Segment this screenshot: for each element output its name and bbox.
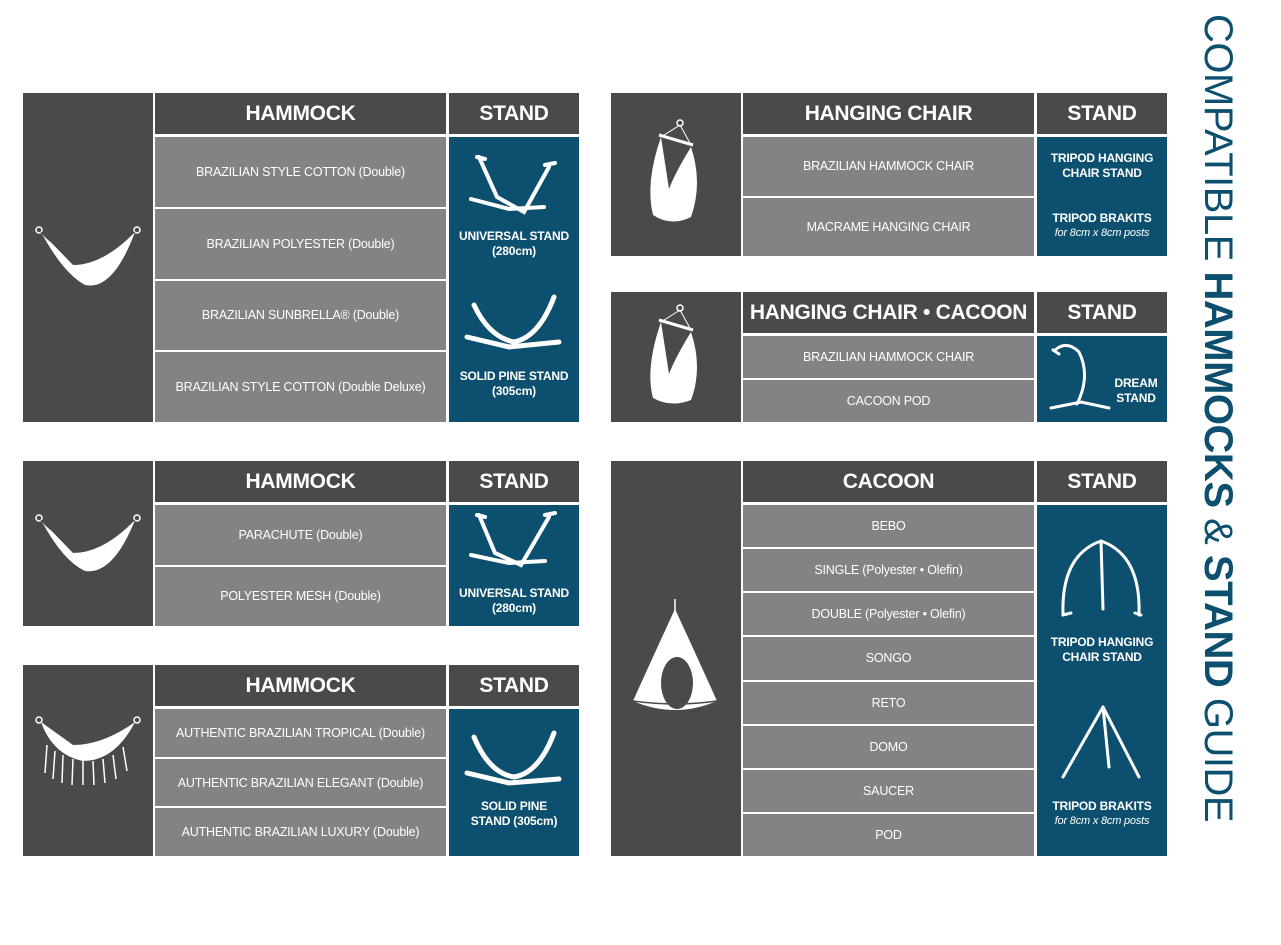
title-part-compatible: COMPATIBLE	[1196, 14, 1240, 272]
list-item: BRAZILIAN HAMMOCK CHAIR	[743, 137, 1034, 198]
stand-header: STAND	[449, 461, 579, 502]
hammock-block-1	[23, 93, 579, 422]
stand-name: TRIPOD BRAKITS	[1052, 211, 1152, 225]
stand-header: STAND	[449, 665, 579, 706]
list-item: SONGO	[743, 637, 1034, 681]
chair-icon-panel	[611, 292, 741, 422]
hammock-icon	[23, 93, 153, 422]
stand-note: for 8cm x 8cm posts	[1054, 815, 1150, 827]
list-item: MACRAME HANGING CHAIR	[743, 198, 1034, 257]
stand-name: DREAM	[1114, 376, 1158, 390]
list-item: SINGLE (Polyester • Olefin)	[743, 549, 1034, 593]
stand-name: SOLID PINE	[480, 799, 547, 813]
hammock-block-3	[23, 665, 579, 856]
stand-header: STAND	[1037, 93, 1167, 134]
stand-name: SOLID PINE STAND	[459, 369, 569, 383]
stand-label-dream	[1105, 376, 1167, 406]
stand-label-brakits	[1037, 799, 1167, 829]
list-item: AUTHENTIC BRAZILIAN TROPICAL (Double)	[155, 709, 446, 759]
hammock-icon-panel	[23, 461, 153, 626]
chair-cacoon-block	[611, 292, 1167, 422]
list-item: CACOON POD	[743, 380, 1034, 422]
stand-label-tripod	[1037, 635, 1167, 665]
stand-name: UNIVERSAL STAND	[459, 229, 569, 243]
list-item: BRAZILIAN HAMMOCK CHAIR	[743, 336, 1034, 380]
stand-panel	[449, 709, 579, 856]
list-item: BEBO	[743, 505, 1034, 549]
cacoon-block	[611, 461, 1167, 856]
stand-panel	[1037, 505, 1167, 856]
stand-name-line2: CHAIR STAND	[1062, 650, 1142, 664]
solid-pine-stand-icon	[449, 709, 579, 856]
cacoon-icon-panel	[611, 461, 741, 856]
cacoon-list	[743, 505, 1034, 856]
chair-icon-panel	[611, 93, 741, 256]
hammock-icon	[23, 461, 153, 626]
stand-name: UNIVERSAL STAND	[459, 586, 569, 600]
stand-label-solid-pine	[449, 799, 579, 829]
stand-panel	[449, 137, 579, 422]
stand-name: TRIPOD BRAKITS	[1052, 799, 1152, 813]
title-part-hammocks: HAMMOCKS	[1196, 271, 1240, 508]
stand-note: for 8cm x 8cm posts	[1054, 227, 1150, 239]
cacoon-header: CACOON	[743, 461, 1034, 502]
chair-cacoon-list	[743, 336, 1034, 422]
list-item: DOUBLE (Polyester • Olefin)	[743, 593, 1034, 637]
stand-size: (305cm)	[492, 384, 536, 398]
hammock-icon-panel	[23, 665, 153, 856]
chair-list	[743, 137, 1034, 256]
list-item: DOMO	[743, 726, 1034, 770]
chair-header: HANGING CHAIR	[743, 93, 1034, 134]
title-part-guide: GUIDE	[1196, 687, 1240, 823]
list-item: BRAZILIAN STYLE COTTON (Double)	[155, 137, 446, 209]
stand-label-tripod	[1037, 151, 1167, 181]
chair-cacoon-header: HANGING CHAIR • CACOON	[743, 292, 1034, 333]
fringed-hammock-icon	[23, 665, 153, 856]
hammock-list	[155, 505, 446, 626]
hammock-block-2	[23, 461, 579, 626]
stand-name: TRIPOD HANGING	[1050, 151, 1154, 165]
stand-name-line2: CHAIR STAND	[1062, 166, 1142, 180]
list-item: AUTHENTIC BRAZILIAN ELEGANT (Double)	[155, 759, 446, 809]
title-part-stand: STAND	[1196, 554, 1240, 688]
hammock-list	[155, 709, 446, 856]
title-part-amp: &	[1196, 507, 1240, 555]
list-item: BRAZILIAN STYLE COTTON (Double Deluxe)	[155, 352, 446, 422]
tripod-brakits-icon	[1063, 707, 1139, 777]
stand-label-universal	[449, 586, 579, 616]
stand-header: STAND	[449, 93, 579, 134]
cacoon-icon	[611, 461, 741, 856]
stand-panel	[449, 505, 579, 626]
list-item: AUTHENTIC BRAZILIAN LUXURY (Double)	[155, 808, 446, 856]
list-item: SAUCER	[743, 770, 1034, 814]
list-item: POLYESTER MESH (Double)	[155, 567, 446, 627]
list-item: PARACHUTE (Double)	[155, 505, 446, 567]
stand-label-brakits	[1037, 211, 1167, 241]
hanging-chair-icon	[611, 93, 741, 256]
stand-name: TRIPOD HANGING	[1050, 635, 1154, 649]
hammock-header: HAMMOCK	[155, 461, 446, 502]
hanging-chair-icon	[611, 292, 741, 422]
hammock-header: HAMMOCK	[155, 93, 446, 134]
hammock-list	[155, 137, 446, 422]
hammock-header: HAMMOCK	[155, 665, 446, 706]
list-item: BRAZILIAN POLYESTER (Double)	[155, 209, 446, 281]
stand-panel	[1037, 137, 1167, 256]
stand-size: (280cm)	[492, 244, 536, 258]
stand-size: (280cm)	[492, 601, 536, 615]
stand-header: STAND	[1037, 292, 1167, 333]
hammock-icon-panel	[23, 93, 153, 422]
page-title	[1198, 14, 1238, 934]
hanging-chair-block	[611, 93, 1167, 256]
stand-size: STAND (305cm)	[470, 814, 558, 828]
list-item: BRAZILIAN SUNBRELLA® (Double)	[155, 281, 446, 353]
stand-label-solid-pine	[449, 369, 579, 399]
list-item: POD	[743, 814, 1034, 856]
solid-pine-stand-icon	[467, 297, 559, 347]
stand-panel	[1037, 336, 1167, 422]
stand-name-line2: STAND	[1116, 391, 1156, 405]
stand-label-universal	[449, 229, 579, 259]
stand-header: STAND	[1037, 461, 1167, 502]
list-item: RETO	[743, 682, 1034, 726]
